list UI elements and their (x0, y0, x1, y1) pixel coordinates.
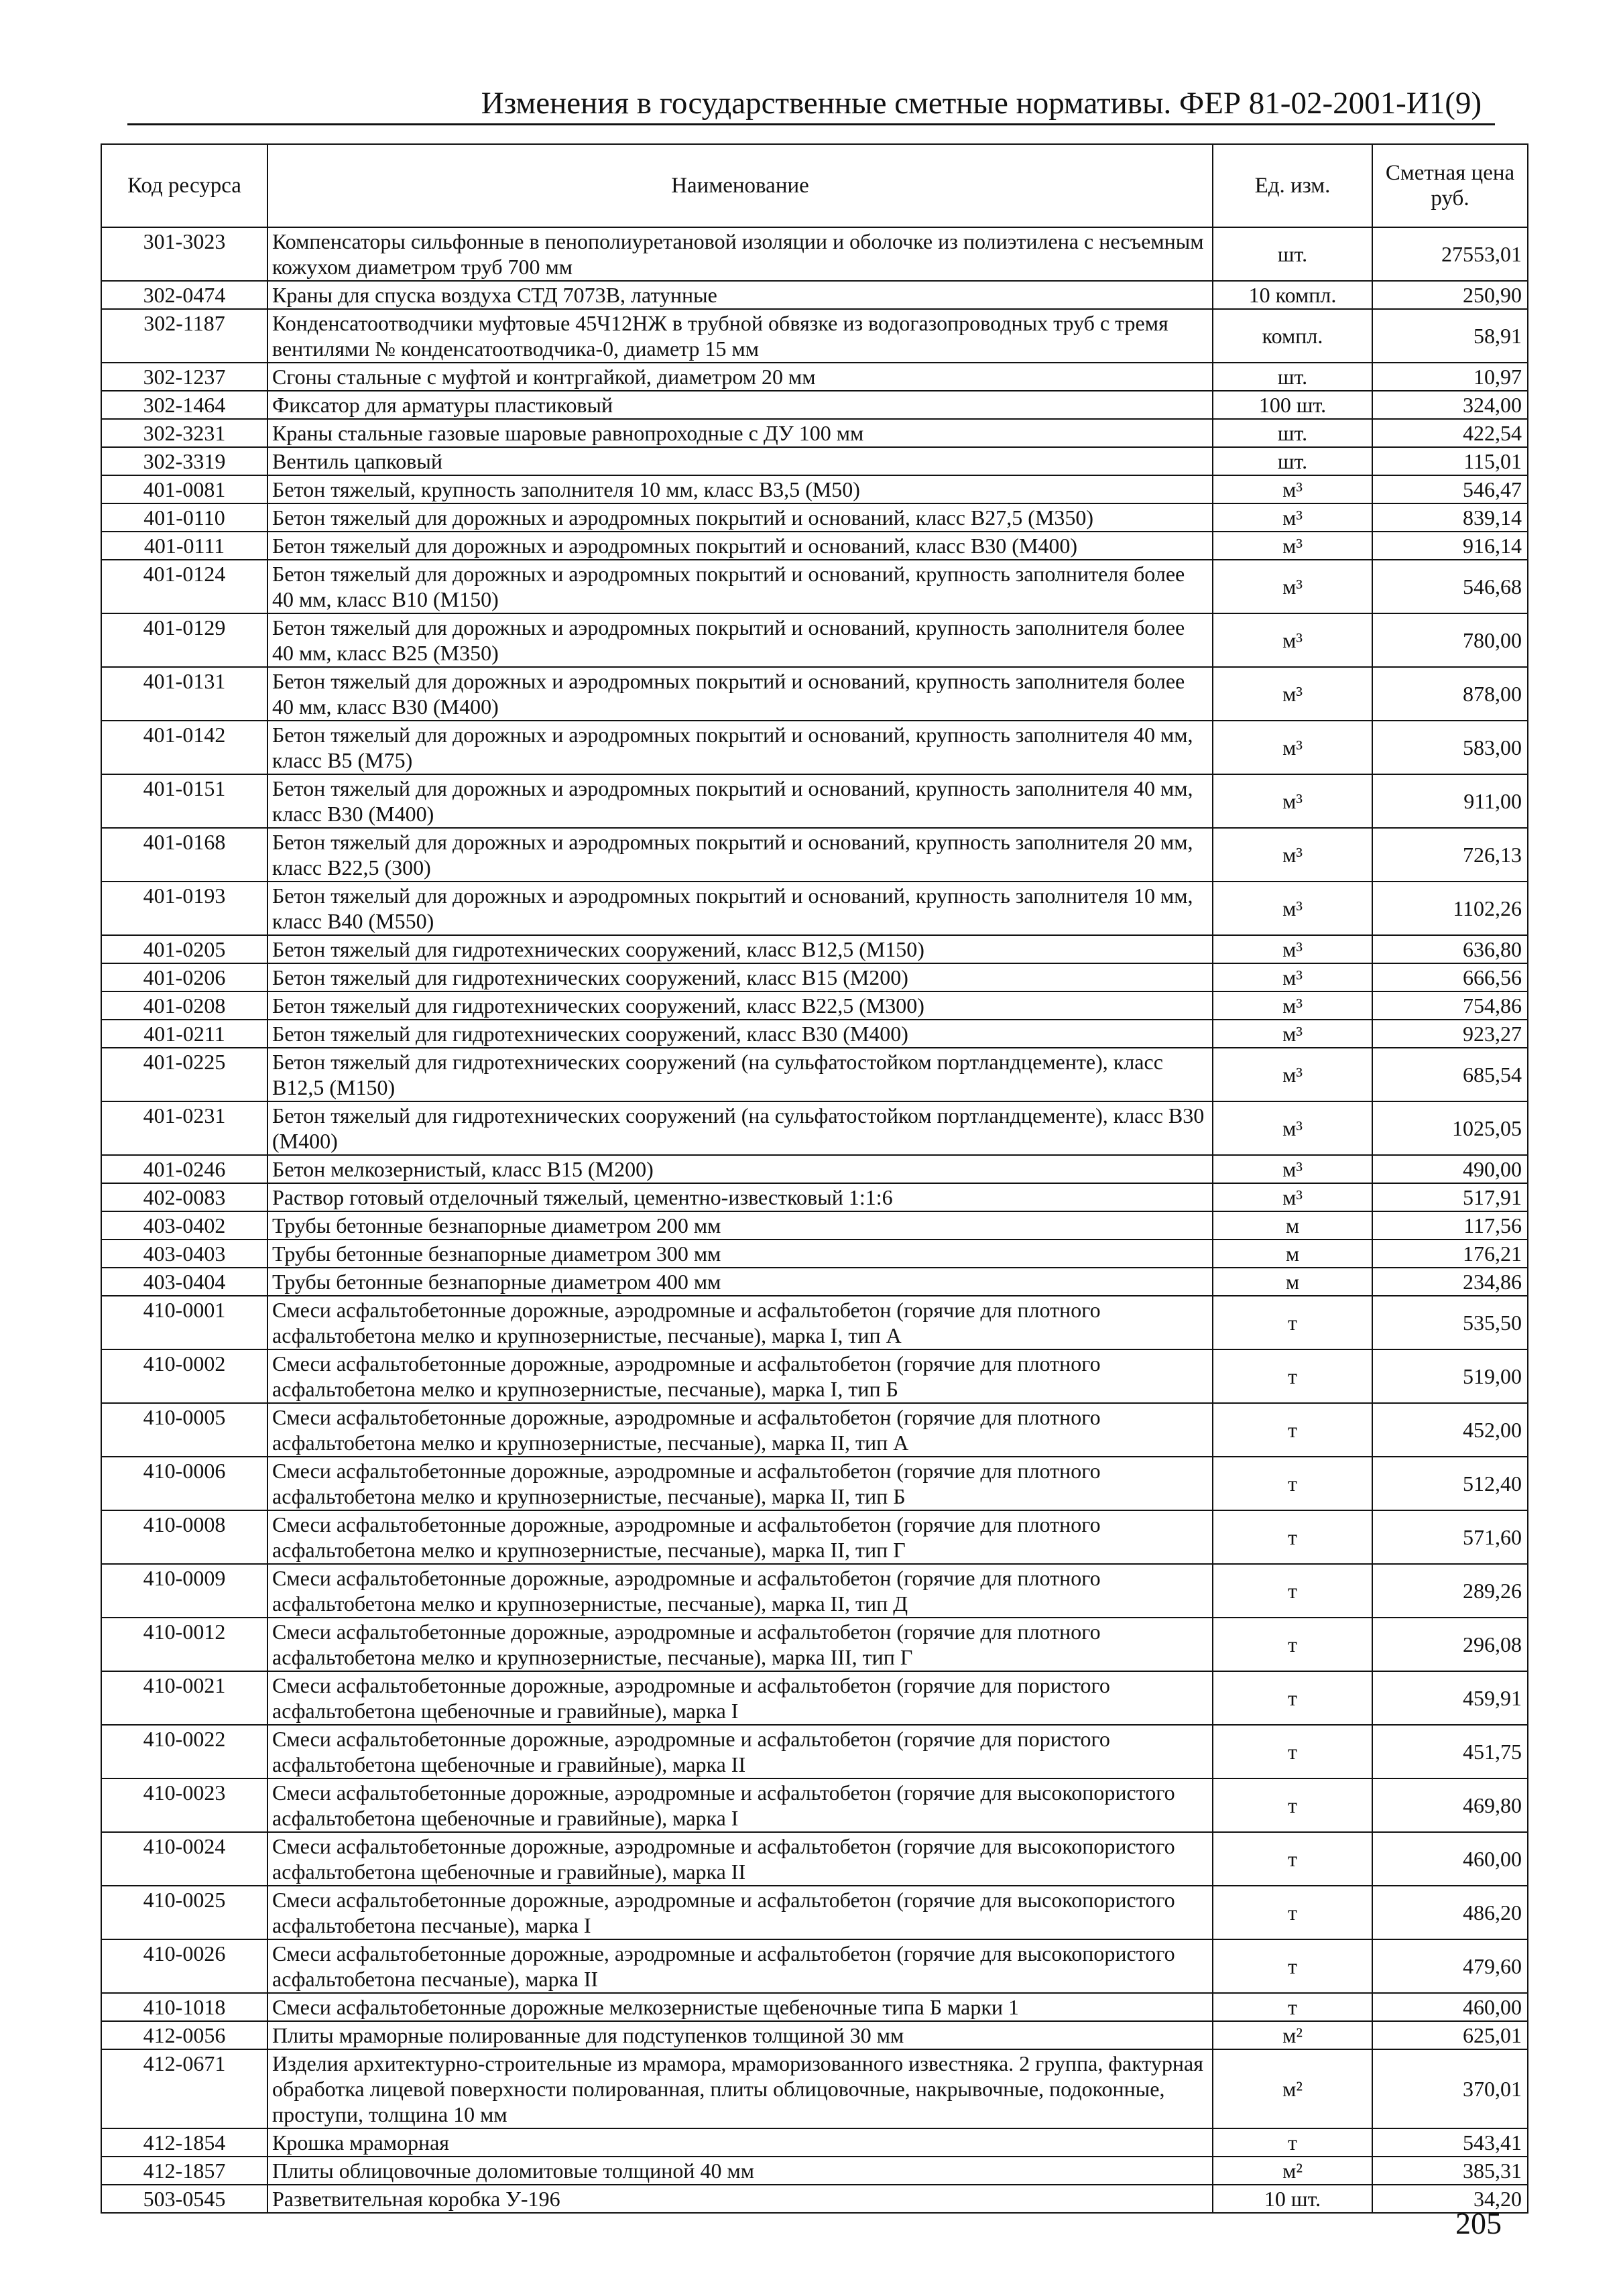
column-header-unit: Ед. изм. (1213, 144, 1372, 227)
cell-price: 546,47 (1372, 475, 1528, 503)
cell-price: 878,00 (1372, 667, 1528, 721)
cell-unit: м³ (1213, 935, 1372, 963)
table-row (101, 503, 1528, 532)
cell-name: Бетон тяжелый для гидротехнических сооружений, класс В22,5 (М300) (267, 991, 1213, 1020)
cell-code: 401-0193 (101, 882, 267, 935)
cell-name: Компенсаторы сильфонные в пенополиуретановой изоляции и оболочке из полиэтилена с несъемным кожухом диаметром труб 700 мм (267, 227, 1213, 281)
cell-name: Бетон тяжелый для дорожных и аэродромных покрытий и оснований, крупность заполнителя более 40 мм, класс В25 (М350) (267, 613, 1213, 667)
table-row (101, 828, 1528, 882)
cell-unit: м³ (1213, 721, 1372, 774)
cell-name: Бетон тяжелый для дорожных и аэродромных покрытий и оснований, крупность заполнителя более 40 мм, класс В30 (М400) (267, 667, 1213, 721)
cell-name: Смеси асфальтобетонные дорожные, аэродромные и асфальтобетон (горячие для высокопористого асфальтобетона песчаные), марка II (267, 1939, 1213, 1993)
cell-price: 385,31 (1372, 2157, 1528, 2185)
cell-price: 469,80 (1372, 1778, 1528, 1832)
cell-price: 666,56 (1372, 963, 1528, 991)
cell-name: Смеси асфальтобетонные дорожные, аэродромные и асфальтобетон (горячие для плотного асфальтобетона мелко и крупнозернистые, песчаные), марка II, тип А (267, 1403, 1213, 1457)
table-row (101, 774, 1528, 828)
cell-unit: м² (1213, 2021, 1372, 2049)
cell-code: 403-0403 (101, 1240, 267, 1268)
table-row (101, 721, 1528, 774)
cell-code: 410-0009 (101, 1564, 267, 1618)
cell-unit: м³ (1213, 1155, 1372, 1183)
table-row (101, 532, 1528, 560)
cell-name: Бетон тяжелый для дорожных и аэродромных покрытий и оснований, крупность заполнителя 10 мм, класс В40 (М550) (267, 882, 1213, 935)
cell-price: 459,91 (1372, 1671, 1528, 1725)
cell-unit: шт. (1213, 363, 1372, 391)
cell-code: 403-0404 (101, 1268, 267, 1296)
cell-unit: м³ (1213, 667, 1372, 721)
cell-code: 401-0208 (101, 991, 267, 1020)
cell-name: Бетон тяжелый для дорожных и аэродромных покрытий и оснований, крупность заполнителя 40 мм, класс В5 (М75) (267, 721, 1213, 774)
cell-name: Смеси асфальтобетонные дорожные, аэродромные и асфальтобетон (горячие для высокопористого асфальтобетона песчаные), марка I (267, 1886, 1213, 1939)
cell-code: 410-0006 (101, 1457, 267, 1510)
cell-unit: т (1213, 1510, 1372, 1564)
cell-price: 571,60 (1372, 1510, 1528, 1564)
table-row (101, 1618, 1528, 1671)
cell-unit: т (1213, 1939, 1372, 1993)
cell-name: Краны стальные газовые шаровые равнопроходные с ДУ 100 мм (267, 419, 1213, 447)
table-row (101, 447, 1528, 475)
cell-price: 250,90 (1372, 281, 1528, 309)
cell-price: 486,20 (1372, 1886, 1528, 1939)
cell-unit: т (1213, 1564, 1372, 1618)
table-row (101, 613, 1528, 667)
cell-name: Смеси асфальтобетонные дорожные, аэродромные и асфальтобетон (горячие для плотного асфальтобетона мелко и крупнозернистые, песчаные), марка I, тип А (267, 1296, 1213, 1349)
cell-code: 401-0110 (101, 503, 267, 532)
table-row (101, 1564, 1528, 1618)
cell-code: 302-3231 (101, 419, 267, 447)
table-row (101, 2049, 1528, 2128)
cell-unit: 10 шт. (1213, 2185, 1372, 2213)
table-row (101, 1240, 1528, 1268)
cell-price: 839,14 (1372, 503, 1528, 532)
cell-price: 1102,26 (1372, 882, 1528, 935)
cell-unit: м (1213, 1211, 1372, 1240)
cell-unit: м³ (1213, 991, 1372, 1020)
table-row (101, 935, 1528, 963)
cell-unit: т (1213, 1403, 1372, 1457)
cell-code: 401-0142 (101, 721, 267, 774)
cell-code: 410-0001 (101, 1296, 267, 1349)
cell-unit: м³ (1213, 1020, 1372, 1048)
cell-code: 403-0402 (101, 1211, 267, 1240)
cell-unit: шт. (1213, 447, 1372, 475)
cell-price: 519,00 (1372, 1349, 1528, 1403)
cell-price: 117,56 (1372, 1211, 1528, 1240)
cell-name: Сгоны стальные с муфтой и контргайкой, диаметром 20 мм (267, 363, 1213, 391)
column-header-code: Код ресурса (101, 144, 267, 227)
cell-price: 324,00 (1372, 391, 1528, 419)
cell-unit: м³ (1213, 828, 1372, 882)
cell-code: 412-1854 (101, 2128, 267, 2157)
cell-price: 422,54 (1372, 419, 1528, 447)
cell-price: 583,00 (1372, 721, 1528, 774)
cell-unit: т (1213, 1832, 1372, 1886)
cell-name: Бетон тяжелый для дорожных и аэродромных покрытий и оснований, класс В30 (М400) (267, 532, 1213, 560)
cell-price: 636,80 (1372, 935, 1528, 963)
cell-name: Бетон тяжелый для дорожных и аэродромных покрытий и оснований, крупность заполнителя 20 мм, класс В22,5 (300) (267, 828, 1213, 882)
table-row (101, 281, 1528, 309)
cell-price: 1025,05 (1372, 1101, 1528, 1155)
cell-code: 401-0129 (101, 613, 267, 667)
cell-unit: т (1213, 1349, 1372, 1403)
table-row (101, 1183, 1528, 1211)
table-row (101, 1725, 1528, 1778)
cell-code: 401-0205 (101, 935, 267, 963)
cell-price: 780,00 (1372, 613, 1528, 667)
cell-price: 754,86 (1372, 991, 1528, 1020)
cell-price: 460,00 (1372, 1832, 1528, 1886)
cell-code: 302-1237 (101, 363, 267, 391)
cell-code: 401-0246 (101, 1155, 267, 1183)
cell-unit: т (1213, 1886, 1372, 1939)
cell-unit: т (1213, 1618, 1372, 1671)
cell-name: Конденсатоотводчики муфтовые 45Ч12НЖ в трубной обвязке из водогазопроводных труб с тремя вентилями № конденсатоотводчика-0, диаметр 15 мм (267, 309, 1213, 363)
table-row (101, 1211, 1528, 1240)
table-row (101, 1020, 1528, 1048)
cell-unit: т (1213, 1725, 1372, 1778)
table-row (101, 1671, 1528, 1725)
cell-name: Бетон тяжелый для дорожных и аэродромных покрытий и оснований, крупность заполнителя более 40 мм, класс В10 (М150) (267, 560, 1213, 613)
table-row (101, 1993, 1528, 2021)
cell-price: 176,21 (1372, 1240, 1528, 1268)
cell-price: 370,01 (1372, 2049, 1528, 2128)
cell-unit: м³ (1213, 1183, 1372, 1211)
cell-unit: 100 шт. (1213, 391, 1372, 419)
cell-code: 410-0022 (101, 1725, 267, 1778)
cell-code: 401-0081 (101, 475, 267, 503)
cell-code: 302-3319 (101, 447, 267, 475)
cell-unit: м³ (1213, 503, 1372, 532)
cell-code: 401-0211 (101, 1020, 267, 1048)
table-row (101, 2021, 1528, 2049)
table-row (101, 1349, 1528, 1403)
cell-unit: м³ (1213, 774, 1372, 828)
table-row (101, 227, 1528, 281)
table-row (101, 1296, 1528, 1349)
table-row (101, 963, 1528, 991)
cell-code: 410-1018 (101, 1993, 267, 2021)
cell-code: 410-0024 (101, 1832, 267, 1886)
resource-price-table (101, 143, 1528, 2214)
cell-price: 289,26 (1372, 1564, 1528, 1618)
cell-name: Вентиль цапковый (267, 447, 1213, 475)
cell-code: 401-0231 (101, 1101, 267, 1155)
column-header-name: Наименование (267, 144, 1213, 227)
cell-unit: м (1213, 1268, 1372, 1296)
cell-code: 401-0225 (101, 1048, 267, 1101)
cell-name: Бетон тяжелый для дорожных и аэродромных покрытий и оснований, крупность заполнителя 40 мм, класс В30 (М400) (267, 774, 1213, 828)
cell-price: 27553,01 (1372, 227, 1528, 281)
cell-name: Смеси асфальтобетонные дорожные мелкозернистые щебеночные типа Б марки 1 (267, 1993, 1213, 2021)
cell-unit: м³ (1213, 560, 1372, 613)
cell-name: Бетон тяжелый для гидротехнических сооружений (на сульфатостойком портландцементе), класс В12,5 (М150) (267, 1048, 1213, 1101)
cell-name: Плиты облицовочные доломитовые толщиной 40 мм (267, 2157, 1213, 2185)
cell-unit: м (1213, 1240, 1372, 1268)
cell-price: 685,54 (1372, 1048, 1528, 1101)
cell-price: 911,00 (1372, 774, 1528, 828)
cell-unit: т (1213, 1778, 1372, 1832)
cell-name: Крошка мраморная (267, 2128, 1213, 2157)
cell-name: Изделия архитектурно-строительные из мрамора, мраморизованного известняка. 2 группа, фактурная обработка лицевой поверхности полированная, плиты облицовочные, накрывочные, подоконные, проступи, толщина 10 мм (267, 2049, 1213, 2128)
table-row (101, 991, 1528, 1020)
table-row (101, 1457, 1528, 1510)
table-row (101, 1832, 1528, 1886)
cell-unit: т (1213, 1993, 1372, 2021)
cell-price: 115,01 (1372, 447, 1528, 475)
cell-name: Трубы бетонные безнапорные диаметром 300 мм (267, 1240, 1213, 1268)
cell-name: Смеси асфальтобетонные дорожные, аэродромные и асфальтобетон (горячие для плотного асфальтобетона мелко и крупнозернистые, песчаные), марка II, тип Б (267, 1457, 1213, 1510)
cell-unit: шт. (1213, 227, 1372, 281)
cell-unit: м³ (1213, 1048, 1372, 1101)
cell-code: 410-0005 (101, 1403, 267, 1457)
cell-name: Трубы бетонные безнапорные диаметром 200 мм (267, 1211, 1213, 1240)
cell-code: 410-0023 (101, 1778, 267, 1832)
cell-price: 517,91 (1372, 1183, 1528, 1211)
cell-name: Разветвительная коробка У-196 (267, 2185, 1213, 2213)
table-row (101, 1778, 1528, 1832)
cell-price: 543,41 (1372, 2128, 1528, 2157)
cell-code: 301-3023 (101, 227, 267, 281)
cell-name: Бетон тяжелый для дорожных и аэродромных покрытий и оснований, класс В27,5 (М350) (267, 503, 1213, 532)
table-row (101, 2157, 1528, 2185)
table-row (101, 1403, 1528, 1457)
cell-price: 512,40 (1372, 1457, 1528, 1510)
cell-price: 234,86 (1372, 1268, 1528, 1296)
cell-name: Бетон тяжелый, крупность заполнителя 10 мм, класс В3,5 (М50) (267, 475, 1213, 503)
cell-price: 546,68 (1372, 560, 1528, 613)
column-header-price: Сметная цена руб. (1372, 144, 1528, 227)
cell-name: Смеси асфальтобетонные дорожные, аэродромные и асфальтобетон (горячие для плотного асфальтобетона мелко и крупнозернистые, песчаные), марка II, тип Г (267, 1510, 1213, 1564)
table-row (101, 1101, 1528, 1155)
cell-name: Плиты мраморные полированные для подступенков толщиной 30 мм (267, 2021, 1213, 2049)
cell-price: 460,00 (1372, 1993, 1528, 2021)
table-row (101, 419, 1528, 447)
cell-price: 34,20 (1372, 2185, 1528, 2213)
cell-name: Бетон тяжелый для гидротехнических сооружений, класс В12,5 (М150) (267, 935, 1213, 963)
cell-price: 726,13 (1372, 828, 1528, 882)
cell-price: 625,01 (1372, 2021, 1528, 2049)
cell-name: Фиксатор для арматуры пластиковый (267, 391, 1213, 419)
cell-unit: м³ (1213, 882, 1372, 935)
cell-price: 490,00 (1372, 1155, 1528, 1183)
cell-name: Смеси асфальтобетонные дорожные, аэродромные и асфальтобетон (горячие для высокопористого асфальтобетона щебеночные и гравийные), марка II (267, 1832, 1213, 1886)
cell-name: Бетон мелкозернистый, класс В15 (М200) (267, 1155, 1213, 1183)
cell-code: 302-0474 (101, 281, 267, 309)
cell-name: Бетон тяжелый для гидротехнических сооружений, класс В15 (М200) (267, 963, 1213, 991)
cell-code: 412-0056 (101, 2021, 267, 2049)
cell-code: 412-0671 (101, 2049, 267, 2128)
cell-code: 401-0124 (101, 560, 267, 613)
table-row (101, 1886, 1528, 1939)
cell-name: Бетон тяжелый для гидротехнических сооружений, класс В30 (М400) (267, 1020, 1213, 1048)
cell-price: 10,97 (1372, 363, 1528, 391)
document-header-title: Изменения в государственные сметные нормативы. ФЕР 81-02-2001-И1(9) (481, 86, 1482, 121)
cell-code: 402-0083 (101, 1183, 267, 1211)
table-row (101, 2185, 1528, 2213)
cell-unit: м³ (1213, 963, 1372, 991)
cell-code: 410-0026 (101, 1939, 267, 1993)
cell-code: 401-0168 (101, 828, 267, 882)
cell-unit: м² (1213, 2157, 1372, 2185)
cell-unit: шт. (1213, 419, 1372, 447)
cell-name: Смеси асфальтобетонные дорожные, аэродромные и асфальтобетон (горячие для плотного асфальтобетона мелко и крупнозернистые, песчаные), марка III, тип Г (267, 1618, 1213, 1671)
cell-code: 412-1857 (101, 2157, 267, 2185)
cell-code: 410-0021 (101, 1671, 267, 1725)
cell-unit: т (1213, 2128, 1372, 2157)
cell-code: 410-0025 (101, 1886, 267, 1939)
table-row (101, 475, 1528, 503)
table-row (101, 391, 1528, 419)
cell-code: 302-1464 (101, 391, 267, 419)
cell-code: 410-0008 (101, 1510, 267, 1564)
table-row (101, 1510, 1528, 1564)
table-row (101, 882, 1528, 935)
cell-unit: м³ (1213, 613, 1372, 667)
cell-name: Смеси асфальтобетонные дорожные, аэродромные и асфальтобетон (горячие для пористого асфальтобетона щебеночные и гравийные), марка I (267, 1671, 1213, 1725)
table-row (101, 1268, 1528, 1296)
table-row (101, 1939, 1528, 1993)
cell-code: 401-0131 (101, 667, 267, 721)
cell-name: Трубы бетонные безнапорные диаметром 400 мм (267, 1268, 1213, 1296)
cell-code: 410-0012 (101, 1618, 267, 1671)
cell-code: 401-0151 (101, 774, 267, 828)
cell-price: 58,91 (1372, 309, 1528, 363)
cell-code: 401-0206 (101, 963, 267, 991)
cell-name: Смеси асфальтобетонные дорожные, аэродромные и асфальтобетон (горячие для высокопористого асфальтобетона щебеночные и гравийные), марка I (267, 1778, 1213, 1832)
table-row (101, 1048, 1528, 1101)
cell-code: 401-0111 (101, 532, 267, 560)
table-row (101, 1155, 1528, 1183)
cell-code: 302-1187 (101, 309, 267, 363)
table-row (101, 667, 1528, 721)
cell-price: 451,75 (1372, 1725, 1528, 1778)
cell-unit: т (1213, 1671, 1372, 1725)
table-row (101, 309, 1528, 363)
cell-unit: компл. (1213, 309, 1372, 363)
cell-unit: 10 компл. (1213, 281, 1372, 309)
cell-unit: м² (1213, 2049, 1372, 2128)
cell-unit: м³ (1213, 1101, 1372, 1155)
table-row (101, 363, 1528, 391)
cell-name: Краны для спуска воздуха СТД 7073В, латунные (267, 281, 1213, 309)
cell-code: 503-0545 (101, 2185, 267, 2213)
cell-unit: м³ (1213, 475, 1372, 503)
cell-price: 923,27 (1372, 1020, 1528, 1048)
cell-price: 916,14 (1372, 532, 1528, 560)
cell-price: 535,50 (1372, 1296, 1528, 1349)
cell-name: Бетон тяжелый для гидротехнических сооружений (на сульфатостойком портландцементе), класс В30 (М400) (267, 1101, 1213, 1155)
cell-name: Смеси асфальтобетонные дорожные, аэродромные и асфальтобетон (горячие для плотного асфальтобетона мелко и крупнозернистые, песчаные), марка II, тип Д (267, 1564, 1213, 1618)
cell-unit: м³ (1213, 532, 1372, 560)
table-body (101, 227, 1528, 2213)
table-row (101, 560, 1528, 613)
cell-code: 410-0002 (101, 1349, 267, 1403)
table-row (101, 2128, 1528, 2157)
cell-unit: т (1213, 1457, 1372, 1510)
cell-price: 479,60 (1372, 1939, 1528, 1993)
cell-unit: т (1213, 1296, 1372, 1349)
header-rule (127, 123, 1495, 125)
cell-price: 296,08 (1372, 1618, 1528, 1671)
page-number: 205 (1455, 2206, 1502, 2240)
cell-name: Смеси асфальтобетонные дорожные, аэродромные и асфальтобетон (горячие для пористого асфальтобетона щебеночные и гравийные), марка II (267, 1725, 1213, 1778)
cell-price: 452,00 (1372, 1403, 1528, 1457)
cell-name: Смеси асфальтобетонные дорожные, аэродромные и асфальтобетон (горячие для плотного асфальтобетона мелко и крупнозернистые, песчаные), марка I, тип Б (267, 1349, 1213, 1403)
table-header-row (101, 144, 1528, 227)
cell-name: Раствор готовый отделочный тяжелый, цементно-известковый 1:1:6 (267, 1183, 1213, 1211)
